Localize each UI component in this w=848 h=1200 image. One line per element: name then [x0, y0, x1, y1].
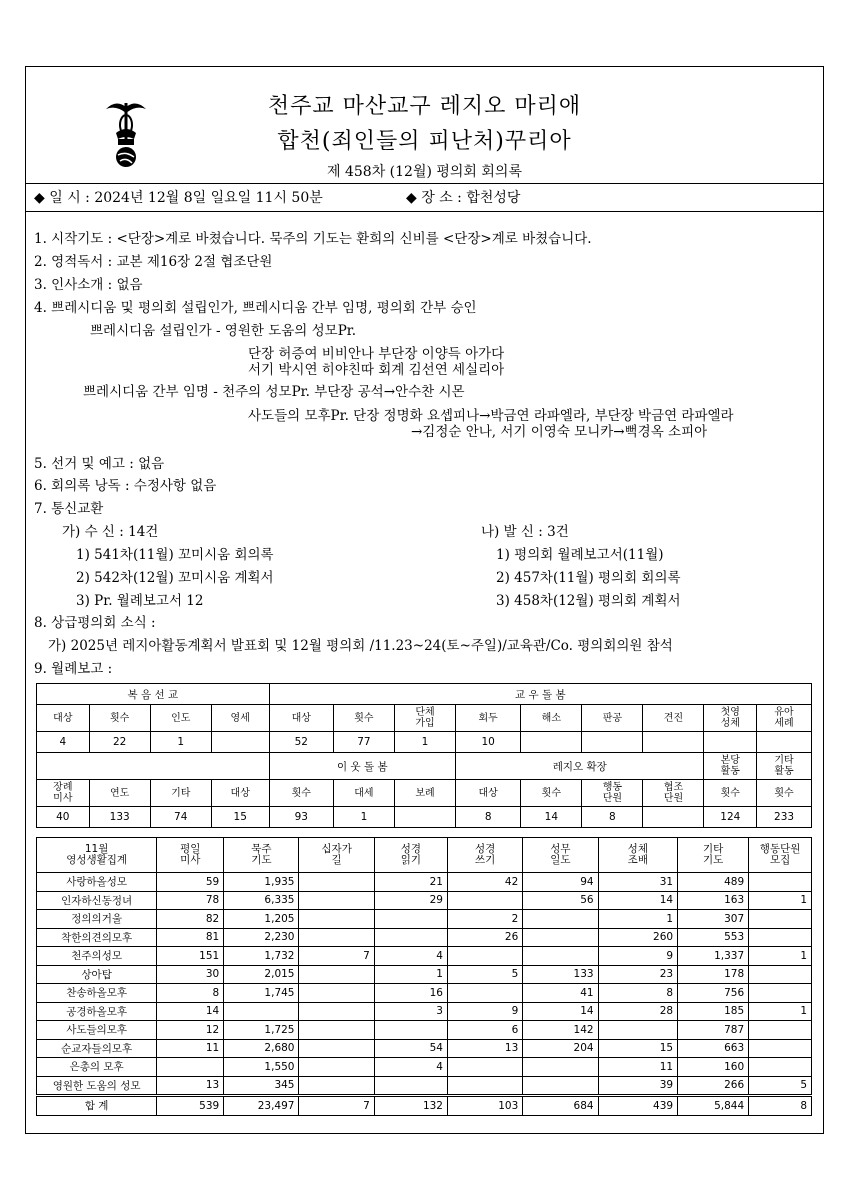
value-cell	[447, 891, 522, 910]
header-cell: 성체 조배	[598, 838, 677, 873]
value-cell: 160	[678, 1058, 749, 1077]
value-cell	[299, 1039, 374, 1058]
value-cell	[299, 928, 374, 947]
presidium-name: 공경하올모후	[37, 1002, 157, 1021]
value-cell: 74	[150, 807, 211, 828]
value-cell: 14	[157, 1002, 224, 1021]
item-9: 9. 월례보고 :	[34, 661, 113, 677]
group-other-activity: 기타 활동	[757, 753, 812, 780]
value-cell: 233	[757, 807, 812, 828]
value-cell	[299, 891, 374, 910]
value-cell	[374, 928, 447, 947]
value-cell: 1	[150, 732, 211, 753]
send-item: 3) 458차(12월) 평의회 계획서	[496, 593, 681, 609]
value-cell: 1,732	[224, 947, 299, 966]
value-cell	[299, 1076, 374, 1096]
value-cell: 1,205	[224, 910, 299, 929]
header-cell: 해소	[521, 705, 582, 732]
value-cell: 2,680	[224, 1039, 299, 1058]
value-cell	[523, 1058, 598, 1077]
item-4d: 쁘레시디움 간부 임명 - 천주의 성모Pr. 부단장 공석→안수찬 시몬	[83, 384, 465, 400]
value-cell	[224, 1002, 299, 1021]
value-cell: 8	[598, 984, 677, 1003]
header-cell: 묵주 기도	[224, 838, 299, 873]
item-4e: 사도들의 모후Pr. 단장 정명화 요셉피나→박금연 라파엘라, 부단장 박금연 라파엘라	[248, 408, 734, 424]
value-cell	[598, 1021, 677, 1040]
value-cell: 756	[678, 984, 749, 1003]
presidium-name: 영원한 도움의 성모	[37, 1076, 157, 1096]
total-value: 8	[749, 1096, 812, 1116]
value-cell: 124	[704, 807, 757, 828]
value-cell: 1	[749, 1002, 812, 1021]
value-cell	[582, 732, 643, 753]
document-frame	[25, 66, 824, 1134]
meeting-place: ◆ 장 소 : 합천성당	[406, 190, 521, 206]
header-cell: 횟수	[269, 780, 333, 807]
table-row	[37, 947, 812, 966]
value-cell: 15	[598, 1039, 677, 1058]
value-cell: 307	[678, 910, 749, 929]
header-cell: 성경 읽기	[374, 838, 447, 873]
value-cell: 1	[394, 732, 455, 753]
value-cell	[523, 1076, 598, 1096]
receive-item: 1) 541차(11월) 꼬미시움 회의록	[76, 547, 274, 563]
value-cell: 178	[678, 965, 749, 984]
item-1: 1. 시작기도 : <단장>계로 바쳤습니다. 묵주의 기도는 환희의 신비를 <단장>계로 바쳤습니다.	[34, 231, 592, 247]
value-cell: 1,550	[224, 1058, 299, 1077]
value-cell: 8	[456, 807, 521, 828]
total-value: 439	[598, 1096, 677, 1116]
item-4: 4. 쁘레시디움 및 평의회 설립인가, 쁘레시디움 간부 임명, 평의회 간부 승인	[34, 300, 477, 316]
header-cell: 유아 세례	[757, 705, 812, 732]
activity-report-table	[36, 683, 812, 828]
value-cell: 8	[582, 807, 643, 828]
header-cell: 행동단원 모집	[749, 838, 812, 873]
value-cell: 10	[456, 732, 521, 753]
value-cell: 56	[523, 891, 598, 910]
value-cell	[299, 965, 374, 984]
item-4b: 단장 허증여 비비안나 부단장 이양득 아가다	[248, 346, 505, 362]
value-cell: 133	[523, 965, 598, 984]
value-cell: 4	[374, 1058, 447, 1077]
value-cell: 77	[333, 732, 394, 753]
presidium-name: 천주의성모	[37, 947, 157, 966]
value-cell: 41	[523, 984, 598, 1003]
value-cell	[299, 910, 374, 929]
item-4c: 서기 박시연 히야친따 회계 김선연 세실리아	[248, 362, 505, 378]
value-cell: 30	[157, 965, 224, 984]
value-cell	[374, 910, 447, 929]
value-cell	[704, 732, 757, 753]
item-5: 5. 선거 및 예고 : 없음	[34, 456, 165, 472]
value-cell: 29	[374, 891, 447, 910]
header-cell: 행동 단원	[582, 780, 643, 807]
header-cell: 성경 쓰기	[447, 838, 522, 873]
header-cell: 연도	[89, 780, 150, 807]
value-cell: 1	[333, 807, 394, 828]
value-cell: 133	[89, 807, 150, 828]
header-cell: 장례 미사	[37, 780, 90, 807]
table-row	[37, 1021, 812, 1040]
value-cell	[643, 732, 704, 753]
spiritual-life-table	[36, 837, 812, 1116]
value-cell	[447, 947, 522, 966]
value-cell	[211, 732, 269, 753]
send-item: 2) 457차(11월) 평의회 회의록	[496, 570, 681, 586]
value-cell: 260	[598, 928, 677, 947]
value-cell: 1,725	[224, 1021, 299, 1040]
value-cell: 185	[678, 1002, 749, 1021]
group-legion-expansion: 레지오 확장	[456, 753, 704, 780]
value-cell	[299, 1021, 374, 1040]
value-cell: 6,335	[224, 891, 299, 910]
value-cell: 16	[374, 984, 447, 1003]
header-cell: 판공	[582, 705, 643, 732]
total-value: 23,497	[224, 1096, 299, 1116]
total-row	[37, 1096, 812, 1116]
item-2: 2. 영적독서 : 교본 제16장 2절 협조단원	[34, 254, 273, 270]
value-cell: 1	[749, 891, 812, 910]
value-cell	[157, 1058, 224, 1077]
value-cell: 52	[269, 732, 333, 753]
item-3: 3. 인사소개 : 없음	[34, 277, 143, 293]
value-cell: 42	[447, 873, 522, 892]
table-row	[37, 1002, 812, 1021]
value-cell: 14	[598, 891, 677, 910]
value-cell: 4	[37, 732, 90, 753]
value-cell: 345	[224, 1076, 299, 1096]
item-4f: →김정순 안나, 서기 이영숙 모니카→뻑경옥 소피아	[411, 424, 708, 440]
value-cell: 81	[157, 928, 224, 947]
value-cell	[749, 928, 812, 947]
value-cell: 1	[374, 965, 447, 984]
value-cell: 1	[598, 910, 677, 929]
value-cell: 93	[269, 807, 333, 828]
header-cell: 영세	[211, 705, 269, 732]
item-6: 6. 회의록 낭독 : 수정사항 없음	[34, 478, 217, 494]
header-cell: 기타 기도	[678, 838, 749, 873]
table-row	[37, 1039, 812, 1058]
value-cell: 26	[447, 928, 522, 947]
title-line-2: 합천(죄인들의 피난처)꾸리아	[277, 129, 572, 154]
value-cell	[374, 1076, 447, 1096]
table-row	[37, 965, 812, 984]
value-cell: 2,230	[224, 928, 299, 947]
value-cell: 2,015	[224, 965, 299, 984]
total-value: 132	[374, 1096, 447, 1116]
value-cell: 5	[447, 965, 522, 984]
info-bar	[26, 183, 823, 212]
header-cell: 대상	[37, 705, 90, 732]
header-cell: 횟수	[333, 705, 394, 732]
document-header	[26, 67, 823, 184]
group-parishioner-care: 교 우 돌 봄	[269, 684, 811, 705]
send-title: 나) 발 신 : 3건	[481, 524, 569, 540]
value-cell: 12	[157, 1021, 224, 1040]
group-parish-activity: 본당 활동	[704, 753, 757, 780]
value-cell: 13	[447, 1039, 522, 1058]
header-cell: 횟수	[704, 780, 757, 807]
value-cell	[447, 1058, 522, 1077]
value-cell: 40	[37, 807, 90, 828]
value-cell: 39	[598, 1076, 677, 1096]
value-cell: 11	[157, 1039, 224, 1058]
header-cell: 평일 미사	[157, 838, 224, 873]
table-row	[37, 1076, 812, 1096]
value-cell: 1,935	[224, 873, 299, 892]
receive-item: 2) 542차(12월) 꼬미시움 계획서	[76, 570, 274, 586]
header-cell: 11월 영성생활집계	[37, 838, 157, 873]
value-cell	[447, 984, 522, 1003]
value-cell: 5	[749, 1076, 812, 1096]
presidium-name: 인자하신동정녀	[37, 891, 157, 910]
header-cell: 보례	[394, 780, 455, 807]
presidium-name: 사랑하올성모	[37, 873, 157, 892]
header-cell: 대상	[269, 705, 333, 732]
value-cell: 4	[374, 947, 447, 966]
value-cell: 7	[299, 947, 374, 966]
total-label: 합 계	[37, 1096, 157, 1116]
value-cell	[643, 807, 704, 828]
table-row	[37, 928, 812, 947]
header-cell: 협조 단원	[643, 780, 704, 807]
value-cell: 8	[157, 984, 224, 1003]
value-cell: 9	[598, 947, 677, 966]
group-evangelization: 복 음 선 교	[37, 684, 270, 705]
value-cell: 6	[447, 1021, 522, 1040]
value-cell: 204	[523, 1039, 598, 1058]
value-cell: 1	[749, 947, 812, 966]
header-cell: 견진	[643, 705, 704, 732]
subtitle: 제 458차 (12월) 평의회 회의록	[327, 164, 522, 180]
meeting-date: ◆ 일 시 : 2024년 12월 8일 일요일 11시 50분	[34, 190, 323, 206]
value-cell: 54	[374, 1039, 447, 1058]
item-4a: 쁘레시디움 설립인가 - 영원한 도움의 성모Pr.	[90, 323, 357, 339]
value-cell	[299, 1058, 374, 1077]
value-cell: 266	[678, 1076, 749, 1096]
value-cell	[749, 873, 812, 892]
value-cell	[523, 928, 598, 947]
title-line-1: 천주교 마산교구 레지오 마리애	[267, 94, 582, 119]
value-cell	[523, 947, 598, 966]
value-cell	[749, 1058, 812, 1077]
table-row	[37, 910, 812, 929]
value-cell: 1,745	[224, 984, 299, 1003]
value-cell	[749, 1021, 812, 1040]
item-8a: 가) 2025년 레지아활동계획서 발표회 및 12월 평의회 /11.23~24(토~주일)/교육관/Co. 평의회의원 참석	[48, 638, 673, 654]
group-neighbor-care: 이 웃 돌 봄	[269, 753, 455, 780]
header-cell: 인도	[150, 705, 211, 732]
value-cell	[523, 910, 598, 929]
value-cell	[757, 732, 812, 753]
value-cell: 151	[157, 947, 224, 966]
value-cell: 163	[678, 891, 749, 910]
value-cell: 787	[678, 1021, 749, 1040]
header-cell: 대상	[211, 780, 269, 807]
value-cell: 14	[523, 1002, 598, 1021]
header-cell: 횟수	[89, 705, 150, 732]
value-cell	[749, 965, 812, 984]
header-cell: 대상	[456, 780, 521, 807]
total-value: 539	[157, 1096, 224, 1116]
total-value: 684	[523, 1096, 598, 1116]
value-cell: 142	[523, 1021, 598, 1040]
value-cell: 28	[598, 1002, 677, 1021]
value-cell	[299, 984, 374, 1003]
value-cell: 1,337	[678, 947, 749, 966]
value-cell: 489	[678, 873, 749, 892]
value-cell: 23	[598, 965, 677, 984]
header-cell: 횟수	[757, 780, 812, 807]
value-cell: 82	[157, 910, 224, 929]
value-cell: 15	[211, 807, 269, 828]
value-cell: 3	[374, 1002, 447, 1021]
value-cell	[299, 1002, 374, 1021]
value-cell: 78	[157, 891, 224, 910]
value-cell: 663	[678, 1039, 749, 1058]
header-cell: 대세	[333, 780, 394, 807]
value-cell: 14	[521, 807, 582, 828]
header-cell: 첫영 성체	[704, 705, 757, 732]
value-cell: 31	[598, 873, 677, 892]
total-value: 103	[447, 1096, 522, 1116]
receive-item: 3) Pr. 월례보고서 12	[76, 593, 204, 609]
value-cell	[749, 1039, 812, 1058]
value-cell	[394, 807, 455, 828]
total-value: 5,844	[678, 1096, 749, 1116]
table-row	[37, 984, 812, 1003]
value-cell: 59	[157, 873, 224, 892]
value-cell	[521, 732, 582, 753]
value-cell	[749, 984, 812, 1003]
value-cell: 94	[523, 873, 598, 892]
header-cell: 성무 일도	[523, 838, 598, 873]
value-cell: 11	[598, 1058, 677, 1077]
value-cell	[374, 1021, 447, 1040]
send-item: 1) 평의회 월례보고서(11월)	[496, 547, 664, 563]
presidium-name: 순교자들의모후	[37, 1039, 157, 1058]
value-cell	[299, 873, 374, 892]
receive-title: 가) 수 신 : 14건	[62, 524, 159, 540]
value-cell: 9	[447, 1002, 522, 1021]
value-cell	[447, 1076, 522, 1096]
header-cell: 횟수	[521, 780, 582, 807]
header-cell: 십자가 길	[299, 838, 374, 873]
presidium-name: 은총의 모후	[37, 1058, 157, 1077]
presidium-name: 정의의거울	[37, 910, 157, 929]
presidium-name: 착한의견의모후	[37, 928, 157, 947]
item-8: 8. 상급평의회 소식 :	[34, 615, 156, 631]
presidium-name: 찬송하올모후	[37, 984, 157, 1003]
item-7: 7. 통신교환	[34, 501, 104, 517]
header-cell: 단체 가입	[394, 705, 455, 732]
header-cell: 회두	[456, 705, 521, 732]
total-value: 7	[299, 1096, 374, 1116]
value-cell: 2	[447, 910, 522, 929]
presidium-name: 상아탑	[37, 965, 157, 984]
value-cell: 553	[678, 928, 749, 947]
value-cell	[749, 910, 812, 929]
value-cell: 21	[374, 873, 447, 892]
value-cell: 22	[89, 732, 150, 753]
value-cell: 13	[157, 1076, 224, 1096]
table-row	[37, 873, 812, 892]
table-row	[37, 891, 812, 910]
header-cell: 기타	[150, 780, 211, 807]
table-row	[37, 1058, 812, 1077]
presidium-name: 사도들의모후	[37, 1021, 157, 1040]
